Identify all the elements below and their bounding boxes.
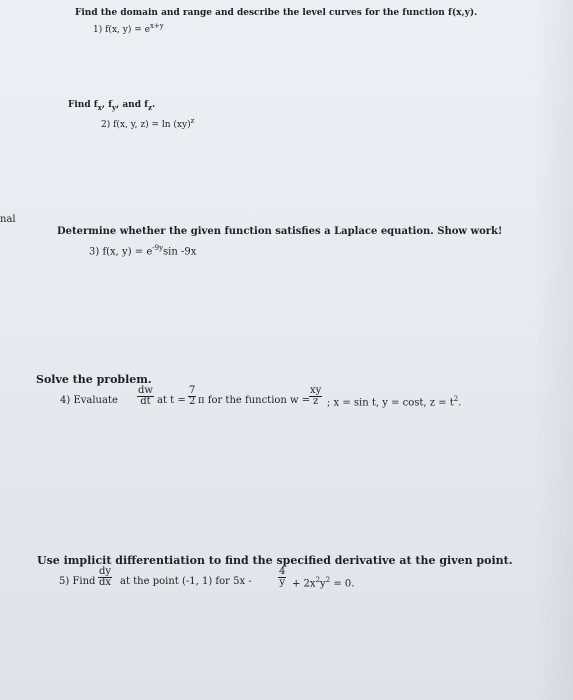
dy-dx-fraction [98, 567, 112, 588]
solve-instruction: Solve the problem. [36, 373, 152, 386]
question-2-exponent: z [190, 117, 195, 125]
question-4-exponent: 2 [453, 395, 459, 403]
sub-z: z [148, 102, 152, 112]
question-2 [101, 117, 194, 130]
sub-x: x [97, 102, 102, 112]
question-5-prefix: 5) Find [59, 576, 96, 587]
dy-numerator: dy [99, 566, 112, 577]
question-3 [89, 244, 196, 257]
dw-numerator: dw [138, 385, 153, 396]
sub-y: y [111, 102, 117, 112]
dx-denominator: dx [99, 577, 112, 588]
partials-instruction [68, 100, 155, 112]
t-value-fraction [188, 386, 196, 407]
question-5-end: = 0. [333, 578, 355, 590]
margin-fragment: nal [0, 214, 16, 225]
question-5-exponent-1: 2 [315, 576, 321, 584]
question-5-middle: at the point (-1, 1) for 5x - [120, 576, 252, 587]
question-4-prefix: 4) Evaluate [60, 395, 118, 406]
y-denominator: y [279, 577, 286, 588]
four-numerator: 4 [279, 566, 286, 577]
dt-denominator: dt [140, 396, 151, 407]
laplace-instruction: Determine whether the given function satisfies a Laplace equation. Show work! [57, 226, 503, 237]
partials-end: . [152, 100, 156, 110]
partials-and: , and f [116, 100, 149, 110]
question-3-tail: sin -9x [163, 246, 197, 258]
implicit-instruction: Use implicit differentiation to find the specified derivative at the given point. [37, 554, 513, 567]
question-5-tail [292, 576, 354, 589]
t-numerator: 7 [189, 385, 196, 396]
question-3-text: 3) f(x, y) = e [89, 246, 153, 258]
at-t-label: at t = [157, 395, 186, 406]
question-4-tail [327, 395, 461, 408]
question-1 [93, 22, 164, 35]
dw-dt-fraction [137, 386, 154, 407]
question-5-tail-2: y [320, 578, 326, 590]
question-5-exponent-2: 2 [325, 576, 331, 584]
t-denominator: 2 [189, 396, 196, 407]
four-over-y-fraction [278, 567, 286, 588]
question-3-exponent: -9y [152, 244, 164, 252]
question-4-tail-text: ; x = sin t, y = cost, z = t [327, 397, 454, 409]
question-2-text: 2) f(x, y, z) = ln (xy) [101, 120, 191, 130]
w-denominator: z [313, 396, 319, 407]
question-1-text: 1) f(x, y) = e [93, 25, 150, 35]
w-numerator: xy [310, 385, 322, 396]
question-1-exponent: x+y [149, 22, 164, 30]
page-edge-shadow [533, 0, 573, 700]
question-5-tail-1: + 2x [292, 578, 316, 590]
w-fraction [309, 386, 322, 407]
question-4-end: . [458, 397, 462, 409]
question-4-function-label: π for the function w = [198, 395, 311, 406]
partials-instruction-prefix: Find f [68, 100, 98, 110]
partials-comma: , f [101, 100, 112, 110]
domain-range-instruction: Find the domain and range and describe the level curves for the function f(x,y). [75, 8, 478, 18]
